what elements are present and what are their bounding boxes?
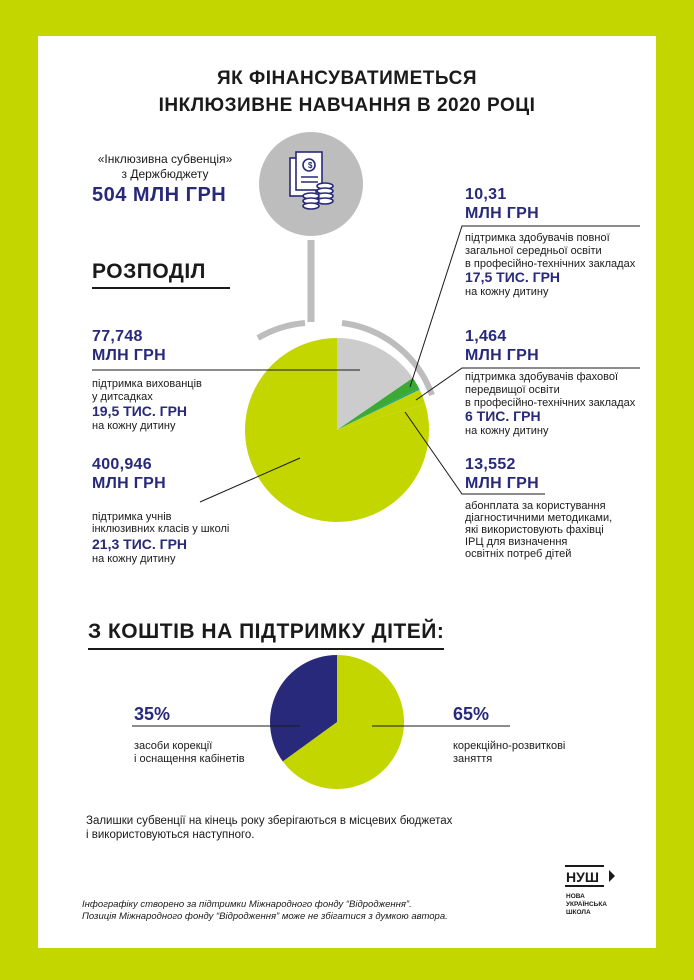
general-secondary-desc-2: загальної середньої освіти: [465, 245, 602, 257]
credit-line-1: Інфографіку створено за підтримки Міжнародного фонду “Відродження”.: [82, 899, 412, 910]
diagnostics-desc-1: абонплата за користування: [465, 500, 606, 512]
subvention-label-2: з Держбюджету: [121, 167, 209, 181]
logo-line-3: ШКОЛА: [566, 909, 591, 916]
vocational-unit: МЛН ГРН: [465, 347, 539, 364]
general-secondary-unit: МЛН ГРН: [465, 205, 539, 222]
school-unit: МЛН ГРН: [92, 475, 166, 492]
logo-mark: НУШ: [566, 869, 599, 885]
support-pie: [270, 655, 404, 789]
logo-line-2: УКРАЇНСЬКА: [566, 901, 607, 908]
kindergarten-per-child-note: на кожну дитину: [92, 420, 176, 432]
general-secondary-desc-1: підтримка здобувачів повної: [465, 232, 610, 244]
vocational-desc-1: підтримка здобувачів фахової: [465, 371, 619, 383]
vocational-per-child-note: на кожну дитину: [465, 425, 549, 437]
subvention-amount: 504 МЛН ГРН: [92, 184, 227, 206]
subvention-label-1: «Інклюзивна субвенція»: [97, 152, 233, 166]
school-desc-1: підтримка учнів: [92, 511, 172, 523]
general-secondary-per-child: 17,5 ТИС. ГРН: [465, 269, 561, 285]
school-desc-2: інклюзивних класів у школі: [92, 523, 230, 535]
title-line-1: ЯК ФІНАНСУВАТИМЕТЬСЯ: [217, 68, 477, 89]
section-heading-distribution: РОЗПОДІЛ: [92, 260, 206, 283]
general-secondary-per-child-note: на кожну дитину: [465, 286, 549, 298]
vocational-per-child: 6 ТИС. ГРН: [465, 408, 541, 424]
logo-line-1: НОВА: [566, 893, 585, 900]
footnote-line-1: Залишки субвенції на кінець року зберігаються в місцевих бюджетах: [86, 815, 453, 827]
school-per-child: 21,3 ТИС. ГРН: [92, 536, 188, 552]
diagnostics-unit: МЛН ГРН: [465, 475, 539, 492]
nush-logo: [565, 866, 615, 916]
kindergarten-desc-1: підтримка вихованців: [92, 378, 202, 390]
school-value: 400,946: [92, 456, 152, 473]
kindergarten-per-child: 19,5 ТИС. ГРН: [92, 403, 188, 419]
ring-arc-left: [258, 323, 305, 338]
diagnostics-desc-2: діагностичними методиками,: [465, 512, 613, 524]
general-secondary-desc-3: в професійно-технічних закладах: [465, 258, 636, 270]
classes-desc-1: корекційно-розвиткові: [453, 740, 566, 752]
classes-percent: 65%: [453, 704, 490, 724]
section-heading-support: З КОШТІВ НА ПІДТРИМКУ ДІТЕЙ:: [88, 620, 445, 643]
title-line-2: ІНКЛЮЗИВНЕ НАВЧАННЯ В 2020 РОЦІ: [158, 95, 536, 116]
classes-desc-2: заняття: [453, 753, 493, 765]
kindergarten-value: 77,748: [92, 328, 143, 345]
footnote-line-2: і використовуються наступного.: [86, 829, 255, 841]
svg-text:$: $: [308, 161, 313, 170]
vocational-desc-3: в професійно-технічних закладах: [465, 397, 636, 409]
credit-line-2: Позиція Міжнародного фонду “Відродження” може не збігатися з думкою автора.: [82, 911, 448, 922]
kindergarten-unit: МЛН ГРН: [92, 347, 166, 364]
heading-underline-2: [88, 648, 444, 650]
diagnostics-desc-3: які використовують фахівці: [465, 524, 604, 536]
diagnostics-value: 13,552: [465, 456, 516, 473]
equipment-desc-1: засоби корекції: [134, 740, 213, 752]
kindergarten-desc-2: у дитсадках: [92, 391, 153, 403]
diagnostics-desc-4: ІРЦ для визначення: [465, 536, 568, 548]
general-secondary-value: 10,31: [465, 186, 507, 203]
distribution-pie: [245, 338, 429, 522]
school-per-child-note: на кожну дитину: [92, 553, 176, 565]
logo-arrow-icon: [609, 870, 615, 882]
vocational-desc-2: передвищої освіти: [465, 384, 560, 396]
diagnostics-desc-5: освітніх потреб дітей: [465, 548, 572, 560]
vocational-value: 1,464: [465, 328, 507, 345]
equipment-percent: 35%: [134, 704, 171, 724]
equipment-desc-2: і оснащення кабінетів: [134, 753, 245, 765]
